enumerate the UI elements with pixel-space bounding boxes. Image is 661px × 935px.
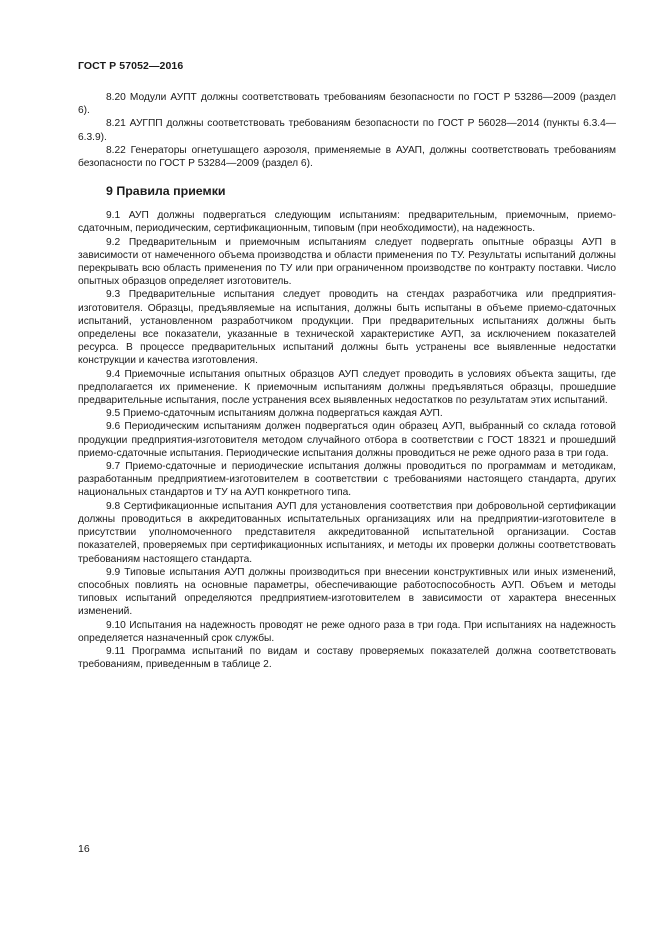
paragraph-9-5: 9.5 Приемо-сдаточным испытаниям должна подвергаться каждая АУП. (106, 408, 443, 420)
paragraph-9-4: 9.4 Приемочные испытания опытных образцов АУП следует проводить в условиях объекта защиты, где предполагается их применение. К приемочным испытаниям должны предъявляться образцы, прошедшие предварительные испытания, после устранения всех выявленных недостатков по результатам этих испытаний. (78, 368, 616, 407)
section-heading: 9 Правила приемки (106, 184, 226, 199)
paragraph-9-7: 9.7 Приемо-сдаточные и периодические испытания должны проводиться по программам и методикам, разработанным предприятием-изготовителем в соответствии с требованиями настоящего стандарта, других национальных стандартов и ТУ на АУП конкретного типа. (78, 461, 616, 499)
page-number: 16 (78, 843, 90, 855)
paragraph-9-9: 9.9 Типовые испытания АУП должны производиться при внесении конструктивных или иных изменений, способных повлиять на основные параметры, обеспечивающие работоспособность АУП. Объем и методы типовых испытаний определяются предприятием-изготовителем в зависимости от характера внесенных изменений. (78, 566, 616, 618)
page-body (78, 91, 616, 671)
paragraph-8-21: 8.21 АУГПП должны соответствовать требованиям безопасности по ГОСТ Р 56028—2014 (пункты 6.3.4—6.3.9). (78, 118, 616, 143)
paragraph-9-8: 9.8 Сертификационные испытания АУП для установления соответствия при добровольной сертификации должны проводиться в аккредитованных испытательных организациях или на предприятии-изготовителе в присутствии уполномоченного представителя аккредитованной испытательной организации. Состав показателей, проверяемых при сертификационных испытаниях, и методы их проверки должны соответствовать требованиям настоящего стандарта. (78, 500, 616, 565)
paragraph-9-1: 9.1 АУП должны подвергаться следующим испытаниям: предварительным, приемочным, приемо-сдаточным, периодическим, сертификационным, типовым (при необходимости), на надежность. (78, 210, 616, 235)
paragraph-9-3: 9.3 Предварительные испытания следует проводить на стендах разработчика или предприятия-изготовителя. Образцы, предъявляемые на испытания, должны быть испытаны в объеме приемо-сдаточных испытаний, установленном разработчиком продукции. При предварительных испытаниях должны быть определены все показатели, указанные в технической характеристике АУП, за исключением показателей ресурса. В процессе предварительных испытаний должны быть устранены все выявленные недостатки конструкции и качества изготовления. (78, 289, 616, 367)
paragraph-8-22: 8.22 Генераторы огнетушащего аэрозоля, применяемые в АУАП, должны соответствовать требованиям безопасности по ГОСТ Р 53284—2009 (раздел 6). (78, 144, 616, 170)
paragraph-9-2: 9.2 Предварительным и приемочным испытаниям следует подвергать опытные образцы АУП в зависимости от намеченного объема производства и области применения по ТУ. Результаты испытаний должны перекрывать всю область применения по ТУ или при ограниченном производстве по контракту поставки. Число опытных образцов определяет изготовитель. (78, 236, 616, 288)
paragraph-9-10: 9.10 Испытания на надежность проводят не реже одного раза в три года. При испытаниях на надежность определяется назначенный срок службы. (78, 619, 616, 644)
paragraph-9-6: 9.6 Периодическим испытаниям должен подвергаться один образец АУП, выбранный со склада готовой продукции предприятия-изготовителя методом случайного отбора в соответствии с ГОСТ 18321 и прошедший приемо-сдаточные испытания. Периодические испытания должны проводиться не реже одного раза в три года. (78, 421, 616, 459)
paragraph-9-11: 9.11 Программа испытаний по видам и составу проверяемых показателей должна соответствовать требованиям, приведенным в таблице 2. (78, 645, 616, 671)
paragraph-8-20: 8.20 Модули АУПТ должны соответствовать требованиям безопасности по ГОСТ Р 53286—2009 (раздел 6). (78, 92, 616, 117)
document-header: ГОСТ Р 57052—2016 (78, 60, 184, 72)
